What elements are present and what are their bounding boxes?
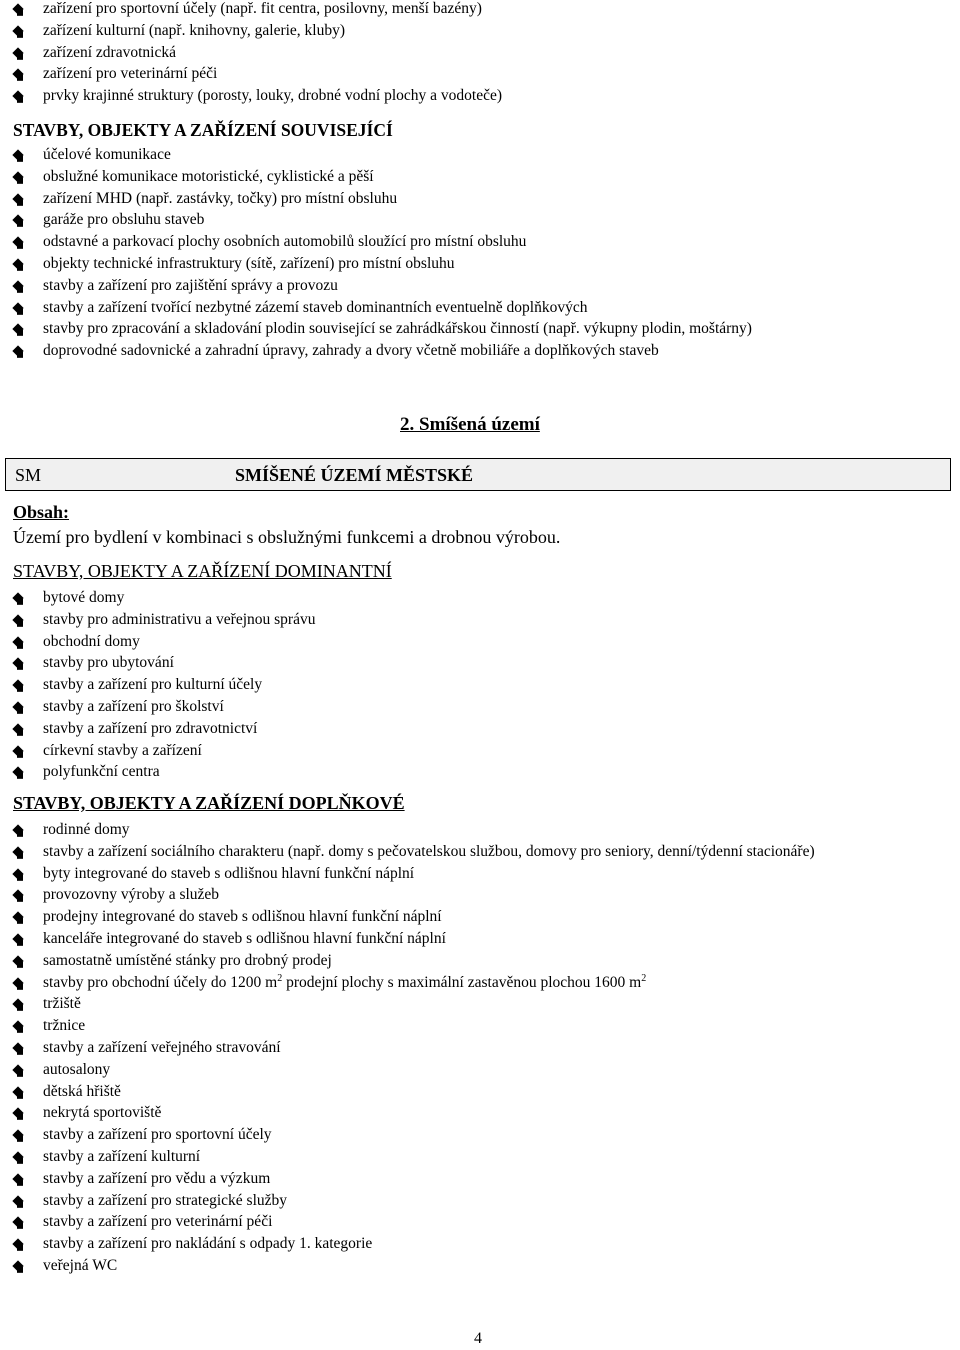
- diamond-bullet-icon: [12, 1129, 23, 1140]
- diamond-bullet-icon: [12, 868, 23, 879]
- list-item: stavby a zařízení pro strategické služby: [13, 1190, 815, 1212]
- zone-code: SM: [15, 465, 42, 485]
- diamond-bullet-icon: [12, 346, 23, 357]
- list-item: obslužné komunikace motoristické, cyklistické a pěší: [13, 166, 752, 188]
- list-related: [13, 144, 752, 362]
- diamond-bullet-icon: [12, 47, 23, 58]
- diamond-bullet-icon: [12, 890, 23, 901]
- diamond-bullet-icon: [12, 846, 23, 857]
- list-item: autosalony: [13, 1059, 815, 1081]
- list-item: stavby a zařízení pro zdravotnictví: [13, 718, 315, 740]
- diamond-bullet-icon: [12, 592, 23, 603]
- list-item: polyfunkční centra: [13, 761, 315, 783]
- diamond-bullet-icon: [12, 912, 23, 923]
- content-label: Obsah:: [13, 502, 70, 522]
- diamond-bullet-icon: [12, 955, 23, 966]
- diamond-bullet-icon: [12, 767, 23, 778]
- diamond-bullet-icon: [12, 614, 23, 625]
- diamond-bullet-icon: [12, 933, 23, 944]
- list-item: stavby a zařízení pro zajištění správy a provozu: [13, 275, 752, 297]
- list-item: rodinné domy: [13, 819, 815, 841]
- diamond-bullet-icon: [12, 1217, 23, 1228]
- list-item: účelové komunikace: [13, 144, 752, 166]
- diamond-bullet-icon: [12, 658, 23, 669]
- list-item: stavby a zařízení pro vědu a výzkum: [13, 1168, 815, 1190]
- diamond-bullet-icon: [12, 977, 23, 988]
- diamond-bullet-icon: [12, 1195, 23, 1206]
- list-item: veřejná WC: [13, 1255, 815, 1277]
- list-item: stavby a zařízení pro sportovní účely: [13, 1124, 815, 1146]
- list-item: byty integrované do staveb s odlišnou hlavní funkční náplní: [13, 863, 815, 885]
- list-item: stavby a zařízení tvořící nezbytné zázemí staveb dominantních eventuelně doplňkových: [13, 297, 752, 319]
- list-item: provozovny výroby a služeb: [13, 884, 815, 906]
- diamond-bullet-icon: [12, 1260, 23, 1271]
- diamond-bullet-icon: [12, 171, 23, 182]
- list-item: obchodní domy: [13, 631, 315, 653]
- list-item: zařízení zdravotnická: [13, 42, 502, 64]
- list-item: stavby a zařízení pro veterinární péči: [13, 1211, 815, 1233]
- list-item: zařízení pro sportovní účely (např. fit centra, posilovny, menší bazény): [13, 0, 502, 20]
- diamond-bullet-icon: [12, 69, 23, 80]
- zone-header-box: [5, 458, 951, 491]
- list-item: tržnice: [13, 1015, 815, 1037]
- diamond-bullet-icon: [12, 193, 23, 204]
- diamond-bullet-icon: [12, 1108, 23, 1119]
- list-item: kanceláře integrované do staveb s odlišnou hlavní funkční náplní: [13, 928, 815, 950]
- list-item: stavby a zařízení veřejného stravování: [13, 1037, 815, 1059]
- list-item: bytové domy: [13, 587, 315, 609]
- diamond-bullet-icon: [12, 215, 23, 226]
- diamond-bullet-icon: [12, 723, 23, 734]
- list-item: objekty technické infrastruktury (sítě, zařízení) pro místní obsluhu: [13, 253, 752, 275]
- heading-related: STAVBY, OBJEKTY A ZAŘÍZENÍ SOUVISEJÍCÍ: [13, 120, 393, 140]
- list-item: zařízení pro veterinární péči: [13, 63, 502, 85]
- page-number: 4: [474, 1330, 482, 1347]
- list-item: stavby a zařízení pro kulturní účely: [13, 674, 315, 696]
- diamond-bullet-icon: [12, 302, 23, 313]
- diamond-bullet-icon: [12, 1064, 23, 1075]
- list-item: stavby pro administrativu a veřejnou správu: [13, 609, 315, 631]
- diamond-bullet-icon: [12, 636, 23, 647]
- list-item-shop: stavby pro obchodní účely do 1200 $m^2$ prodejní plochy s maximální zastavěnou plochou 1600 $m^2$: [13, 972, 815, 994]
- section-title: 2. Smíšená území: [400, 414, 540, 435]
- list-item: prodejny integrované do staveb s odlišnou hlavní funkční náplní: [13, 906, 815, 928]
- list-item: nekrytá sportoviště: [13, 1102, 815, 1124]
- diamond-bullet-icon: [12, 1042, 23, 1053]
- list-item: dětská hřiště: [13, 1081, 815, 1103]
- list-item: tržiště: [13, 993, 815, 1015]
- list-item: stavby a zařízení kulturní: [13, 1146, 815, 1168]
- diamond-bullet-icon: [12, 701, 23, 712]
- heading-supplementary: STAVBY, OBJEKTY A ZAŘÍZENÍ DOPLŇKOVÉ: [13, 793, 405, 813]
- diamond-bullet-icon: [12, 149, 23, 160]
- diamond-bullet-icon: [12, 1021, 23, 1032]
- diamond-bullet-icon: [12, 999, 23, 1010]
- diamond-bullet-icon: [12, 91, 23, 102]
- list-item: zařízení MHD (např. zastávky, točky) pro místní obsluhu: [13, 188, 752, 210]
- list-top: [13, 0, 502, 107]
- diamond-bullet-icon: [12, 237, 23, 248]
- diamond-bullet-icon: [12, 1086, 23, 1097]
- list-item: prvky krajinné struktury (porosty, louky, drobné vodní plochy a vodoteče): [13, 85, 502, 107]
- diamond-bullet-icon: [12, 680, 23, 691]
- diamond-bullet-icon: [12, 1151, 23, 1162]
- list-supplementary: [13, 819, 815, 1277]
- zone-name: SMÍŠENÉ ÚZEMÍ MĚSTSKÉ: [235, 465, 474, 485]
- diamond-bullet-icon: [12, 280, 23, 291]
- list-item: stavby a zařízení sociálního charakteru (např. domy s pečovatelskou službou, domovy pro seniory, denní/týdenní stacionáře): [13, 841, 815, 863]
- list-item: stavby pro zpracování a skladování plodin související se zahrádkářskou činností (např. výkupny plodin, moštárny): [13, 318, 752, 340]
- list-item: stavby pro ubytování: [13, 652, 315, 674]
- list-item: odstavné a parkovací plochy osobních automobilů sloužící pro místní obsluhu: [13, 231, 752, 253]
- list-item: garáže pro obsluhu staveb: [13, 209, 752, 231]
- list-item: doprovodné sadovnické a zahradní úpravy, zahrady a dvory včetně mobiliáře a doplňkových staveb: [13, 340, 752, 362]
- list-item: církevní stavby a zařízení: [13, 740, 315, 762]
- diamond-bullet-icon: [12, 1238, 23, 1249]
- list-item: zařízení kulturní (např. knihovny, galerie, kluby): [13, 20, 502, 42]
- heading-dominant: STAVBY, OBJEKTY A ZAŘÍZENÍ DOMINANTNÍ: [13, 561, 392, 581]
- list-item: samostatně umístěné stánky pro drobný prodej: [13, 950, 815, 972]
- list-dominant: [13, 587, 315, 783]
- content-text: Území pro bydlení v kombinaci s obslužnými funkcemi a drobnou výrobou.: [13, 527, 561, 547]
- list-item: stavby a zařízení pro školství: [13, 696, 315, 718]
- diamond-bullet-icon: [12, 3, 23, 14]
- diamond-bullet-icon: [12, 25, 23, 36]
- diamond-bullet-icon: [12, 324, 23, 335]
- list-item: stavby a zařízení pro nakládání s odpady 1. kategorie: [13, 1233, 815, 1255]
- diamond-bullet-icon: [12, 824, 23, 835]
- diamond-bullet-icon: [12, 1173, 23, 1184]
- diamond-bullet-icon: [12, 258, 23, 269]
- diamond-bullet-icon: [12, 745, 23, 756]
